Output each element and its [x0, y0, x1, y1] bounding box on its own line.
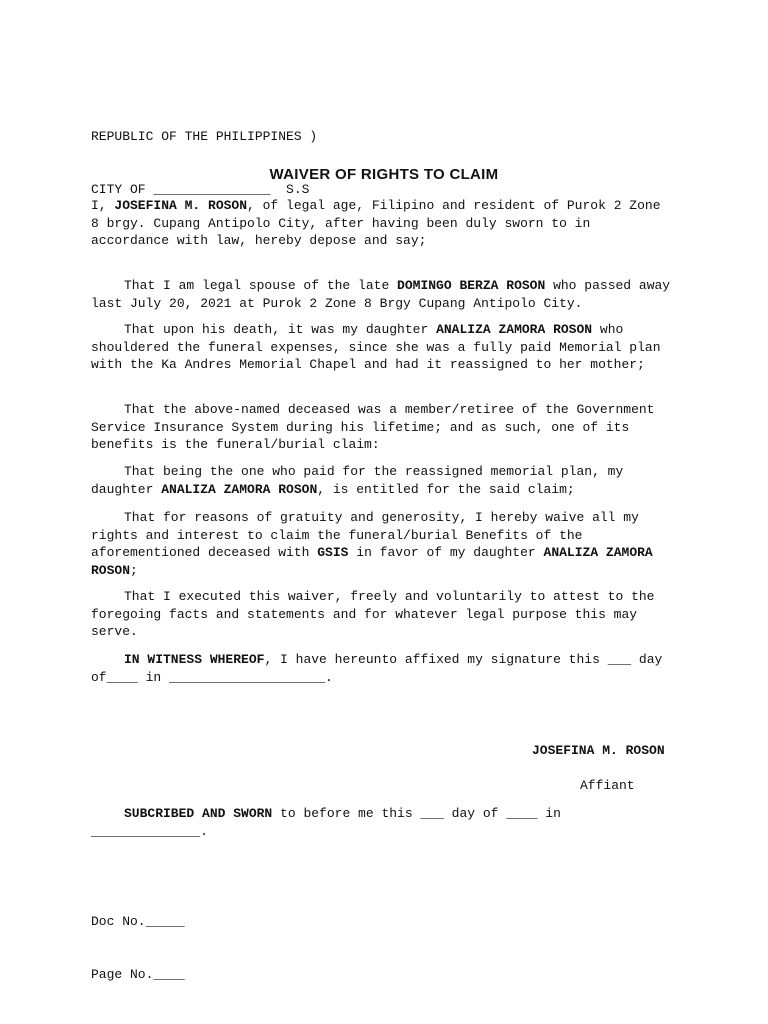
intro-text-end: , of legal age, Filipino and resident of Purok 2 Zone 8 brgy. Cupang Antipolo City, after having been duly sworn to in accordance with law, hereby depose and say;	[91, 198, 661, 248]
paragraph-funeral-expenses	[91, 321, 676, 374]
header-city: CITY OF _______________ S.S	[91, 181, 310, 197]
intro-paragraph	[91, 197, 676, 250]
para2-text-end: who shouldered the funeral expenses, since she was a fully paid Memorial plan with the Ka Andres Memorial Chapel and had it reassigned to her mother;	[91, 322, 661, 372]
para2-text-start: That upon his death, it was my daughter	[124, 322, 437, 337]
para1-text-start: That I am legal spouse of the late	[124, 278, 398, 293]
jurat-text: to before me this ___ day of ____ in ______________.	[91, 806, 561, 839]
paragraph-spouse	[91, 277, 676, 312]
jurat-heading: SUBCRIBED AND SWORN	[124, 806, 273, 821]
header-republic: REPUBLIC OF THE PHILIPPINES )	[91, 129, 318, 144]
doc-number: Doc No._____	[91, 914, 185, 929]
para1-text-end: who passed away last July 20, 2021 at Purok 2 Zone 8 Brgy Cupang Antipolo City.	[91, 278, 671, 311]
para5-text-end: ;	[130, 562, 138, 578]
witness-clause	[91, 651, 676, 686]
affiant-name-inline: JOSEFINA M. ROSON	[114, 198, 248, 213]
para3-text: That the above-named deceased was a member/retiree of the Government Service Insurance System during his lifetime; and as such, one of its benefits is the funeral/burial claim:	[91, 402, 655, 452]
intro-text-start: I,	[91, 198, 115, 213]
jurat-clause	[91, 805, 636, 840]
daughter-name: ANALIZA ZAMORA ROSON	[436, 322, 593, 337]
para4-text-end: , is entitled for the said claim;	[317, 481, 575, 497]
signature-name: JOSEFINA M. ROSON	[532, 743, 665, 758]
daughter-name: ANALIZA ZAMORA ROSON	[161, 481, 318, 497]
deceased-name: DOMINGO BERZA ROSON	[397, 278, 546, 293]
paragraph-voluntary	[91, 588, 676, 641]
paragraph-gsis-member	[91, 401, 676, 454]
page-number: Page No.____	[91, 966, 185, 982]
notarial-footer	[91, 878, 691, 1018]
daughter-name: ANALIZA ZAMORA ROSON	[91, 545, 653, 578]
gsis-acronym: GSIS	[317, 545, 349, 560]
para6-text: That I executed this waiver, freely and voluntarily to attest to the foregoing facts and statements and for whatever legal purpose this may serve.	[91, 589, 655, 639]
paragraph-waiver	[91, 509, 691, 579]
para5-text-middle: in favor of my daughter	[348, 545, 544, 560]
signature-role: Affiant	[580, 778, 635, 793]
para4-text-start: That being the one who paid for the reassigned memorial plan, my daughter	[91, 464, 624, 497]
witness-text: , I have hereunto affixed my signature this ___ day of____ in ____________________.	[91, 652, 663, 685]
witness-heading: IN WITNESS WHEREOF	[124, 652, 265, 667]
para5-text-start: That for reasons of gratuity and generosity, I hereby waive all my rights and interest to claim the funeral/burial Benefits of the aforementioned deceased with	[91, 510, 639, 560]
document-title: WAIVER OF RIGHTS TO CLAIM	[269, 166, 499, 183]
paragraph-entitlement	[91, 463, 676, 498]
